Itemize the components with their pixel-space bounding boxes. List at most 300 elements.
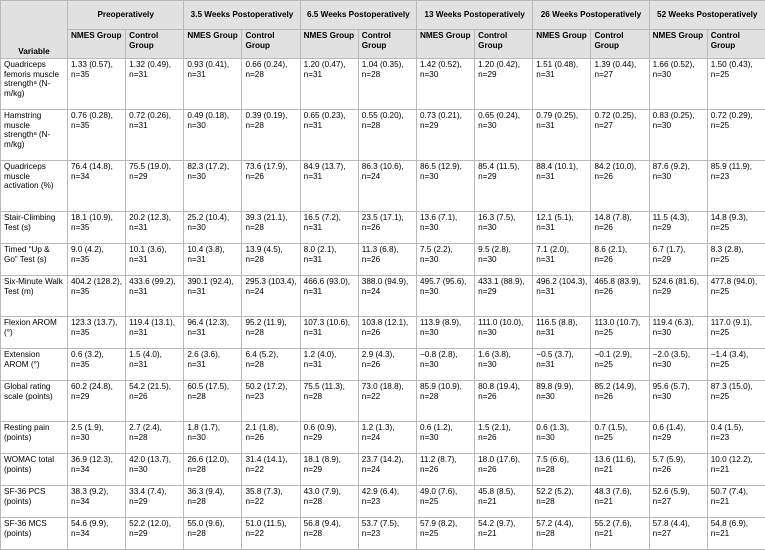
data-cell <box>591 110 649 161</box>
mean-sd-value: 52.6 (5.9), <box>653 487 704 497</box>
data-cell <box>184 518 242 550</box>
data-cell <box>184 381 242 422</box>
row-label: Quadriceps femoris muscle strengthᵃ (N-m/kg) <box>1 59 68 110</box>
mean-sd-value: 524.6 (81.6), <box>653 277 704 287</box>
sample-size-value: n=23 <box>362 529 413 539</box>
row-label: WOMAC total (points) <box>1 454 68 486</box>
mean-sd-value: 11.2 (8.7), <box>420 455 471 465</box>
data-cell <box>184 212 242 244</box>
data-cell <box>68 59 126 110</box>
table-row <box>1 59 765 110</box>
data-cell <box>533 59 591 110</box>
data-cell <box>358 59 416 110</box>
mean-sd-value: 85.9 (10.9), <box>420 382 471 392</box>
data-cell <box>533 486 591 518</box>
data-cell <box>300 59 358 110</box>
sample-size-value: n=26 <box>362 255 413 265</box>
data-cell <box>68 454 126 486</box>
mean-sd-value: 1.04 (0.35), <box>362 60 413 70</box>
mean-sd-value: 55.2 (7.6), <box>594 519 645 529</box>
data-cell <box>358 349 416 381</box>
period-header-row <box>1 1 765 30</box>
sample-size-value: n=28 <box>187 497 238 507</box>
data-cell <box>707 110 765 161</box>
sample-size-value: n=34 <box>71 172 122 182</box>
mean-sd-value: 0.39 (0.19), <box>245 111 296 121</box>
sample-size-value: n=30 <box>653 392 704 402</box>
mean-sd-value: 11.3 (6.8), <box>362 245 413 255</box>
data-cell <box>242 349 300 381</box>
sample-size-value: n=28 <box>245 223 296 233</box>
sample-size-value: n=30 <box>187 223 238 233</box>
mean-sd-value: 496.2 (104.3), <box>536 277 587 287</box>
sample-size-value: n=28 <box>536 529 587 539</box>
sample-size-value: n=30 <box>187 433 238 443</box>
data-cell <box>591 349 649 381</box>
sample-size-value: n=26 <box>245 433 296 443</box>
mean-sd-value: 31.4 (14.1), <box>245 455 296 465</box>
mean-sd-value: 82.3 (17.2), <box>187 162 238 172</box>
sample-size-value: n=25 <box>594 433 645 443</box>
mean-sd-value: 7.5 (6.6), <box>536 455 587 465</box>
data-cell <box>707 276 765 317</box>
sample-size-value: n=31 <box>536 360 587 370</box>
data-cell <box>300 212 358 244</box>
table-row <box>1 244 765 276</box>
data-cell <box>416 381 474 422</box>
data-cell <box>591 317 649 349</box>
mean-sd-value: 1.20 (0.42), <box>478 60 529 70</box>
mean-sd-value: 107.3 (10.6), <box>304 318 355 328</box>
mean-sd-value: 49.0 (7.6), <box>420 487 471 497</box>
row-label: Quadriceps muscle activation (%) <box>1 161 68 212</box>
sample-size-value: n=25 <box>711 121 762 131</box>
sample-size-value: n=29 <box>129 497 180 507</box>
sample-size-value: n=23 <box>711 172 762 182</box>
sample-size-value: n=26 <box>594 392 645 402</box>
data-cell <box>591 276 649 317</box>
data-cell <box>242 212 300 244</box>
mean-sd-value: 73.6 (17.9), <box>245 162 296 172</box>
data-cell <box>649 518 707 550</box>
data-cell <box>358 422 416 454</box>
mean-sd-value: −0.5 (3.7), <box>536 350 587 360</box>
mean-sd-value: 0.6 (1.2), <box>420 423 471 433</box>
sample-size-value: n=26 <box>362 360 413 370</box>
sample-size-value: n=31 <box>536 70 587 80</box>
data-cell <box>707 486 765 518</box>
data-cell <box>184 244 242 276</box>
data-cell <box>68 349 126 381</box>
row-label: SF-36 PCS (points) <box>1 486 68 518</box>
data-cell <box>68 422 126 454</box>
mean-sd-value: 7.5 (2.2), <box>420 245 471 255</box>
data-cell <box>300 244 358 276</box>
data-cell <box>358 161 416 212</box>
data-cell <box>649 381 707 422</box>
data-cell <box>300 110 358 161</box>
mean-sd-value: 9.5 (2.8), <box>478 245 529 255</box>
mean-sd-value: 54.8 (6.9), <box>711 519 762 529</box>
sample-size-value: n=29 <box>304 433 355 443</box>
data-cell <box>358 110 416 161</box>
sample-size-value: n=30 <box>420 255 471 265</box>
sample-size-value: n=22 <box>245 529 296 539</box>
data-cell <box>533 276 591 317</box>
data-cell <box>649 349 707 381</box>
data-cell <box>416 454 474 486</box>
sample-size-value: n=25 <box>711 392 762 402</box>
sample-size-value: n=31 <box>304 360 355 370</box>
period-header: 13 Weeks Postoperatively <box>416 1 532 30</box>
mean-sd-value: 117.0 (9.1), <box>711 318 762 328</box>
mean-sd-value: 45.8 (8.5), <box>478 487 529 497</box>
sample-size-value: n=30 <box>420 328 471 338</box>
table-row <box>1 161 765 212</box>
data-cell <box>126 381 184 422</box>
sample-size-value: n=28 <box>245 328 296 338</box>
sample-size-value: n=30 <box>536 433 587 443</box>
data-cell <box>649 161 707 212</box>
sample-size-value: n=35 <box>71 287 122 297</box>
mean-sd-value: 18.0 (17.6), <box>478 455 529 465</box>
mean-sd-value: 96.4 (12.3), <box>187 318 238 328</box>
sample-size-value: n=31 <box>536 121 587 131</box>
mean-sd-value: 76.4 (14.8), <box>71 162 122 172</box>
sample-size-value: n=30 <box>653 70 704 80</box>
mean-sd-value: 0.93 (0.41), <box>187 60 238 70</box>
sample-size-value: n=23 <box>245 392 296 402</box>
row-label: Resting pain (points) <box>1 422 68 454</box>
data-cell <box>184 422 242 454</box>
mean-sd-value: 57.8 (4.4), <box>653 519 704 529</box>
data-cell <box>649 454 707 486</box>
mean-sd-value: 0.65 (0.24), <box>478 111 529 121</box>
sample-size-value: n=30 <box>478 223 529 233</box>
sample-size-value: n=29 <box>478 287 529 297</box>
sample-size-value: n=30 <box>187 172 238 182</box>
mean-sd-value: 1.6 (3.8), <box>478 350 529 360</box>
sample-size-value: n=26 <box>594 223 645 233</box>
table-row <box>1 110 765 161</box>
table-row <box>1 349 765 381</box>
sample-size-value: n=26 <box>594 287 645 297</box>
sample-size-value: n=26 <box>362 328 413 338</box>
data-cell <box>533 349 591 381</box>
data-cell <box>416 518 474 550</box>
data-cell <box>184 161 242 212</box>
sample-size-value: n=30 <box>187 121 238 131</box>
sample-size-value: n=24 <box>362 433 413 443</box>
data-cell <box>358 212 416 244</box>
sample-size-value: n=21 <box>711 529 762 539</box>
data-cell <box>416 317 474 349</box>
table-header <box>1 1 765 59</box>
mean-sd-value: 1.8 (1.7), <box>187 423 238 433</box>
data-cell <box>416 276 474 317</box>
mean-sd-value: −2.0 (3.5), <box>653 350 704 360</box>
sample-size-value: n=26 <box>478 392 529 402</box>
table-body <box>1 59 765 550</box>
period-header: 3.5 Weeks Postoperatively <box>184 1 300 30</box>
data-cell <box>707 349 765 381</box>
group-header: Control Group <box>242 30 300 59</box>
sample-size-value: n=26 <box>129 392 180 402</box>
data-cell <box>649 317 707 349</box>
data-cell <box>591 518 649 550</box>
mean-sd-value: 20.2 (12.3), <box>129 213 180 223</box>
mean-sd-value: 1.5 (4.0), <box>129 350 180 360</box>
sample-size-value: n=31 <box>129 360 180 370</box>
sample-size-value: n=29 <box>478 172 529 182</box>
mean-sd-value: 13.6 (11.6), <box>594 455 645 465</box>
sample-size-value: n=34 <box>71 497 122 507</box>
data-cell <box>300 381 358 422</box>
period-header: 26 Weeks Postoperatively <box>533 1 649 30</box>
period-header: 6.5 Weeks Postoperatively <box>300 1 416 30</box>
table-row <box>1 486 765 518</box>
sample-size-value: n=30 <box>478 360 529 370</box>
mean-sd-value: 0.6 (0.9), <box>304 423 355 433</box>
mean-sd-value: 50.7 (7.4), <box>711 487 762 497</box>
data-cell <box>242 317 300 349</box>
data-cell <box>68 518 126 550</box>
mean-sd-value: 8.0 (2.1), <box>304 245 355 255</box>
data-cell <box>184 454 242 486</box>
mean-sd-value: 56.8 (9.4), <box>304 519 355 529</box>
sample-size-value: n=28 <box>245 255 296 265</box>
mean-sd-value: 23.7 (14.2), <box>362 455 413 465</box>
data-cell <box>707 518 765 550</box>
mean-sd-value: 73.0 (18.8), <box>362 382 413 392</box>
sample-size-value: n=30 <box>653 328 704 338</box>
sample-size-value: n=35 <box>71 255 122 265</box>
mean-sd-value: 116.5 (8.8), <box>536 318 587 328</box>
group-header: Control Group <box>358 30 416 59</box>
sample-size-value: n=25 <box>711 223 762 233</box>
data-cell <box>475 212 533 244</box>
table-row <box>1 454 765 486</box>
data-cell <box>475 422 533 454</box>
mean-sd-value: 6.7 (1.7), <box>653 245 704 255</box>
mean-sd-value: 2.5 (1.9), <box>71 423 122 433</box>
sample-size-value: n=27 <box>594 70 645 80</box>
sample-size-value: n=31 <box>304 287 355 297</box>
sample-size-value: n=27 <box>653 497 704 507</box>
mean-sd-value: 0.4 (1.5), <box>711 423 762 433</box>
sample-size-value: n=29 <box>304 465 355 475</box>
sample-size-value: n=29 <box>71 392 122 402</box>
sample-size-value: n=30 <box>536 392 587 402</box>
sample-size-value: n=30 <box>420 360 471 370</box>
data-cell <box>707 381 765 422</box>
mean-sd-value: 10.0 (12.2), <box>711 455 762 465</box>
mean-sd-value: 38.3 (9.2), <box>71 487 122 497</box>
mean-sd-value: 433.1 (88.9), <box>478 277 529 287</box>
data-cell <box>126 486 184 518</box>
mean-sd-value: 295.3 (103.4), <box>245 277 296 287</box>
data-cell <box>475 59 533 110</box>
mean-sd-value: 43.0 (7.9), <box>304 487 355 497</box>
sample-size-value: n=25 <box>711 255 762 265</box>
sample-size-value: n=26 <box>245 172 296 182</box>
mean-sd-value: 0.6 (3.2), <box>71 350 122 360</box>
sample-size-value: n=30 <box>129 465 180 475</box>
sample-size-value: n=31 <box>536 287 587 297</box>
sample-size-value: n=25 <box>420 497 471 507</box>
data-cell <box>184 486 242 518</box>
data-cell <box>475 486 533 518</box>
sample-size-value: n=27 <box>653 529 704 539</box>
data-cell <box>533 454 591 486</box>
group-header: NMES Group <box>649 30 707 59</box>
sample-size-value: n=30 <box>478 121 529 131</box>
data-cell <box>533 381 591 422</box>
sample-size-value: n=26 <box>478 433 529 443</box>
mean-sd-value: 0.6 (1.4), <box>653 423 704 433</box>
data-cell <box>242 486 300 518</box>
mean-sd-value: 95.2 (11.9), <box>245 318 296 328</box>
mean-sd-value: 1.42 (0.52), <box>420 60 471 70</box>
data-cell <box>591 486 649 518</box>
sample-size-value: n=26 <box>653 465 704 475</box>
data-cell <box>126 244 184 276</box>
mean-sd-value: 388.0 (94.9), <box>362 277 413 287</box>
mean-sd-value: 7.1 (2.0), <box>536 245 587 255</box>
mean-sd-value: 2.1 (1.8), <box>245 423 296 433</box>
mean-sd-value: 1.5 (2.1), <box>478 423 529 433</box>
mean-sd-value: 0.76 (0.28), <box>71 111 122 121</box>
sample-size-value: n=35 <box>71 70 122 80</box>
mean-sd-value: 39.3 (21.1), <box>245 213 296 223</box>
group-header: NMES Group <box>300 30 358 59</box>
data-cell <box>649 59 707 110</box>
sample-size-value: n=30 <box>420 223 471 233</box>
data-cell <box>533 110 591 161</box>
data-cell <box>358 317 416 349</box>
sample-size-value: n=31 <box>304 121 355 131</box>
mean-sd-value: 11.5 (4.3), <box>653 213 704 223</box>
data-cell <box>533 422 591 454</box>
group-header: NMES Group <box>184 30 242 59</box>
sample-size-value: n=31 <box>536 328 587 338</box>
sample-size-value: n=29 <box>478 70 529 80</box>
data-cell <box>242 276 300 317</box>
data-cell <box>591 212 649 244</box>
data-cell <box>242 161 300 212</box>
sample-size-value: n=24 <box>362 172 413 182</box>
sample-size-value: n=35 <box>71 360 122 370</box>
sample-size-value: n=22 <box>245 465 296 475</box>
sample-size-value: n=26 <box>594 172 645 182</box>
table-row <box>1 317 765 349</box>
sample-size-value: n=27 <box>594 121 645 131</box>
mean-sd-value: 60.5 (17.5), <box>187 382 238 392</box>
row-label: Hamstring muscle strengthᵃ (N-m/kg) <box>1 110 68 161</box>
sample-size-value: n=26 <box>478 465 529 475</box>
mean-sd-value: 51.0 (11.5), <box>245 519 296 529</box>
table-row <box>1 518 765 550</box>
sample-size-value: n=29 <box>653 255 704 265</box>
mean-sd-value: 54.2 (21.5), <box>129 382 180 392</box>
data-cell <box>475 454 533 486</box>
data-cell <box>475 317 533 349</box>
mean-sd-value: 18.1 (8.9), <box>304 455 355 465</box>
data-cell <box>416 59 474 110</box>
sample-size-value: n=31 <box>187 360 238 370</box>
data-cell <box>649 110 707 161</box>
data-cell <box>126 110 184 161</box>
sample-size-value: n=30 <box>653 172 704 182</box>
data-cell <box>126 276 184 317</box>
row-label: Stair-Climbing Test (s) <box>1 212 68 244</box>
data-cell <box>416 244 474 276</box>
sample-size-value: n=26 <box>594 255 645 265</box>
data-cell <box>475 349 533 381</box>
data-cell <box>184 317 242 349</box>
sample-size-value: n=28 <box>187 529 238 539</box>
sample-size-value: n=21 <box>594 529 645 539</box>
mean-sd-value: 16.5 (7.2), <box>304 213 355 223</box>
mean-sd-value: 55.0 (9.6), <box>187 519 238 529</box>
sample-size-value: n=28 <box>362 121 413 131</box>
data-cell <box>242 518 300 550</box>
data-cell <box>184 276 242 317</box>
data-cell <box>707 454 765 486</box>
data-cell <box>126 59 184 110</box>
sample-size-value: n=31 <box>187 328 238 338</box>
data-cell <box>68 212 126 244</box>
mean-sd-value: 0.72 (0.26), <box>129 111 180 121</box>
mean-sd-value: 119.4 (6.3), <box>653 318 704 328</box>
sample-size-value: n=28 <box>536 465 587 475</box>
sample-size-value: n=30 <box>653 360 704 370</box>
mean-sd-value: 1.51 (0.48), <box>536 60 587 70</box>
data-cell <box>649 486 707 518</box>
mean-sd-value: 13.6 (7.1), <box>420 213 471 223</box>
data-cell <box>649 212 707 244</box>
mean-sd-value: 1.2 (4.0), <box>304 350 355 360</box>
mean-sd-value: 86.3 (10.6), <box>362 162 413 172</box>
sample-size-value: n=29 <box>653 287 704 297</box>
sample-size-value: n=21 <box>594 497 645 507</box>
mean-sd-value: 89.8 (9.9), <box>536 382 587 392</box>
mean-sd-value: 60.2 (24.8), <box>71 382 122 392</box>
mean-sd-value: 1.50 (0.43), <box>711 60 762 70</box>
data-cell <box>707 244 765 276</box>
data-cell <box>649 422 707 454</box>
data-cell <box>358 276 416 317</box>
mean-sd-value: 433.6 (99.2), <box>129 277 180 287</box>
mean-sd-value: 52.2 (12.0), <box>129 519 180 529</box>
mean-sd-value: 390.1 (92.4), <box>187 277 238 287</box>
data-cell <box>242 244 300 276</box>
sample-size-value: n=25 <box>594 360 645 370</box>
mean-sd-value: 25.2 (10.4), <box>187 213 238 223</box>
data-cell <box>416 486 474 518</box>
data-cell <box>126 317 184 349</box>
sample-size-value: n=24 <box>362 287 413 297</box>
mean-sd-value: 16.3 (7.5), <box>478 213 529 223</box>
data-cell <box>126 212 184 244</box>
mean-sd-value: 466.6 (93.0), <box>304 277 355 287</box>
mean-sd-value: 495.7 (95.6), <box>420 277 471 287</box>
sample-size-value: n=30 <box>420 172 471 182</box>
sample-size-value: n=30 <box>420 70 471 80</box>
mean-sd-value: 1.20 (0.47), <box>304 60 355 70</box>
mean-sd-value: 8.3 (2.8), <box>711 245 762 255</box>
data-cell <box>533 161 591 212</box>
